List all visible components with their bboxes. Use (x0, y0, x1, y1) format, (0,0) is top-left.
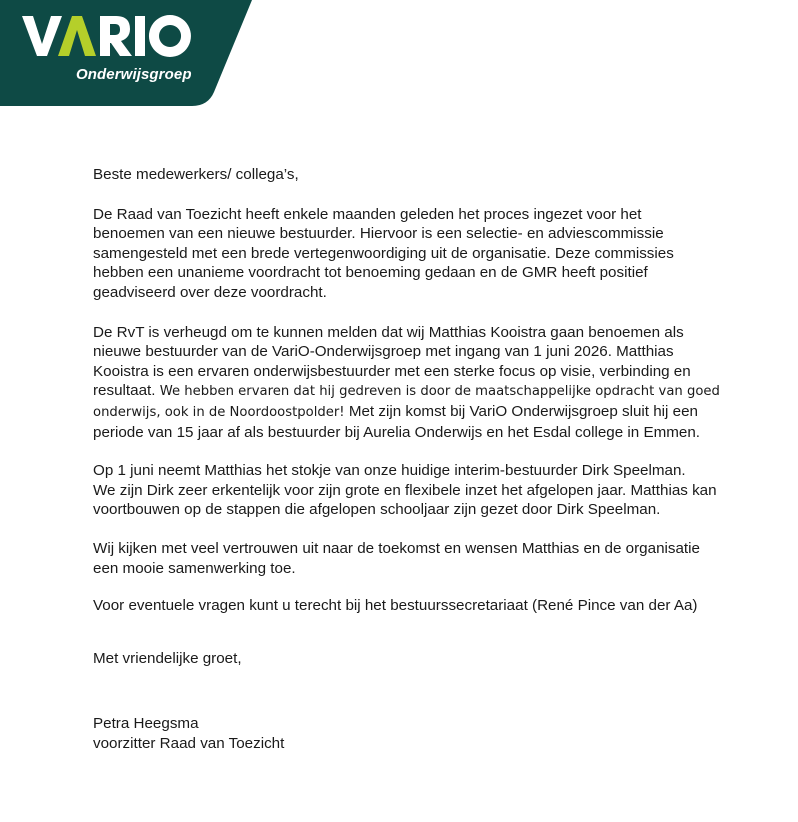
paragraph-2-line: Kooistra is een ervaren onderwijsbestuurder met een sterke focus op visie, verbinding en (93, 362, 691, 380)
closing: Met vriendelijke groet, (93, 649, 242, 667)
salutation: Beste medewerkers/ collega’s, (93, 166, 299, 183)
paragraph-4-line: een mooie samenwerking toe. (93, 559, 296, 577)
vario-logo (0, 0, 252, 106)
paragraph-1 (93, 205, 743, 303)
paragraph-3-line: We zijn Dirk zeer erkentelijk voor zijn grote en flexibele inzet het afgelopen jaar. Matthias kan (93, 481, 717, 499)
signer-title: voorzitter Raad van Toezicht (93, 734, 285, 752)
paragraph-1-line: samengesteld met een brede vertegenwoordiging uit de organisatie. Deze commissies (93, 244, 674, 262)
letter-body (93, 165, 743, 753)
paragraph-3 (93, 461, 743, 520)
paragraph-2-line (93, 402, 743, 423)
paragraph-2-inserted-text: onderwijs, ook in de Noordoostpolder! (93, 404, 345, 420)
logo-subtitle: Onderwijsgroep (76, 66, 192, 83)
paragraph-2-line: nieuwe bestuurder van de VariO-Onderwijsgroep met ingang van 1 juni 2026. Matthias (93, 343, 674, 361)
paragraph-2-inserted-text: We hebben ervaren dat hij gedreven is door de maatschappelijke opdracht van goed (159, 384, 720, 400)
paragraph-2-text: resultaat. (93, 382, 156, 400)
paragraph-2 (93, 323, 743, 443)
paragraph-2-text: Met zijn komst bij VariO Onderwijsgroep sluit hij een (348, 402, 698, 420)
paragraph-3-line: Op 1 juni neemt Matthias het stokje van onze huidige interim-bestuurder Dirk Speelman. (93, 462, 686, 480)
paragraph-4-line: Wij kijken met veel vertrouwen uit naar de toekomst en wensen Matthias en de organisatie (93, 539, 700, 557)
paragraph-1-line: hebben een unanieme voordracht tot benoeming gedaan en de GMR heeft positief (93, 264, 648, 282)
paragraph-4 (93, 539, 743, 578)
paragraph-1-line: De Raad van Toezicht heeft enkele maanden geleden het proces ingezet voor het (93, 205, 642, 223)
paragraph-1-line: geadviseerd over deze voordracht. (93, 283, 327, 301)
paragraph-2-line: De RvT is verheugd om te kunnen melden dat wij Matthias Kooistra gaan benoemen als (93, 323, 684, 341)
paragraph-2-line (93, 381, 743, 402)
paragraph-2-line: periode van 15 jaar af als bestuurder bij Aurelia Onderwijs en het Esdal college in Emmen. (93, 423, 700, 441)
logo-wordmark-graphic (22, 14, 192, 58)
signer-name: Petra Heegsma (93, 715, 199, 733)
paragraph-5: Voor eventuele vragen kunt u terecht bij het bestuurssecretariaat (René Pince van der Aa) (93, 597, 698, 615)
paragraph-3-line: voortbouwen op de stappen die afgelopen schooljaar zijn gezet door Dirk Speelman. (93, 501, 661, 519)
paragraph-1-line: benoemen van een nieuwe bestuurder. Hiervoor is een selectie- en adviescommissie (93, 225, 664, 243)
